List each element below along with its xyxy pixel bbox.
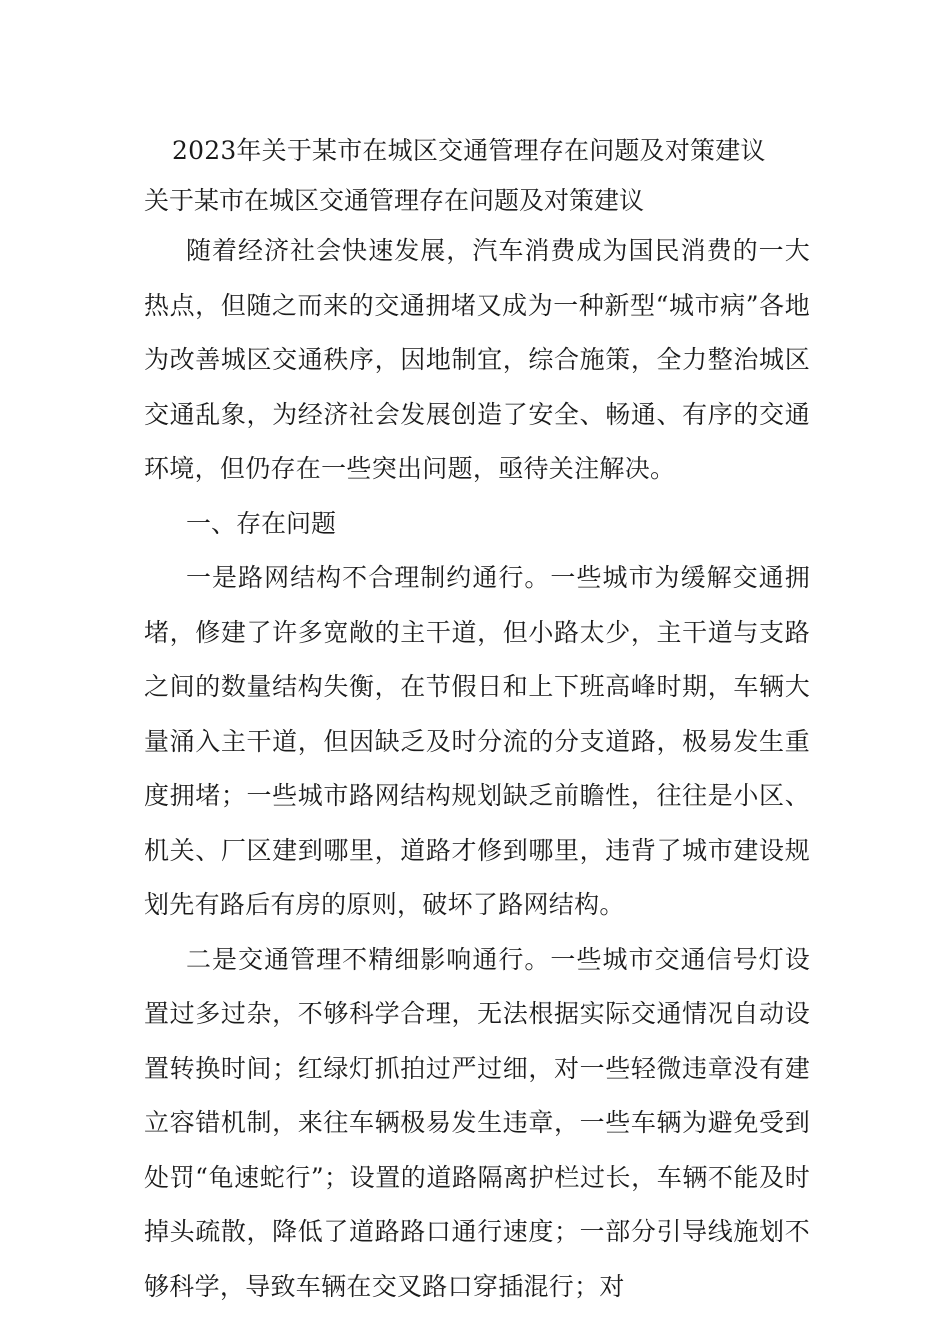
document-title: 2023年关于某市在城区交通管理存在问题及对策建议: [172, 136, 766, 165]
document-body: [144, 124, 810, 1314]
problem-paragraph-1: 一是路网结构不合理制约通行。一些城市为缓解交通拥堵，修建了许多宽敞的主干道，但小路太少，主干道与支路之间的数量结构失衡，在节假日和上下班高峰时期，车辆大量涌入主干道，但因缺乏及时分流的分支道路，极易发生重度拥堵；一些城市路网结构规划缺乏前瞻性，往往是小区、机关、厂区建到哪里，道路才修到哪里，违背了城市建设规划先有路后有房的原则，破坏了路网结构。: [144, 563, 810, 919]
problem-paragraph-2: 二是交通管理不精细影响通行。一些城市交通信号灯设置过多过杂，不够科学合理，无法根据实际交通情况自动设置转换时间；红绿灯抓拍过严过细，对一些轻微违章没有建立容错机制，来往车辆极易发生违章，一些车辆为避免受到处罚“龟速蛇行”；设置的道路隔离护栏过长，车辆不能及时掉头疏散，降低了道路路口通行速度；一部分引导线施划不够科学，导致车辆在交叉路口穿插混行；对: [144, 944, 810, 1301]
intro-paragraph: 随着经济社会快速发展，汽车消费成为国民消费的一大热点，但随之而来的交通拥堵又成为一种新型“城市病”各地为改善城区交通秩序，因地制宜，综合施策，全力整治城区交通乱象，为经济社会发展创造了安全、畅通、有序的交通环境，但仍存在一些突出问题，亟待关注解决。: [144, 236, 810, 483]
document-subtitle: 关于某市在城区交通管理存在问题及对策建议: [144, 186, 645, 215]
section-heading-problems: 一、存在问题: [186, 508, 337, 538]
